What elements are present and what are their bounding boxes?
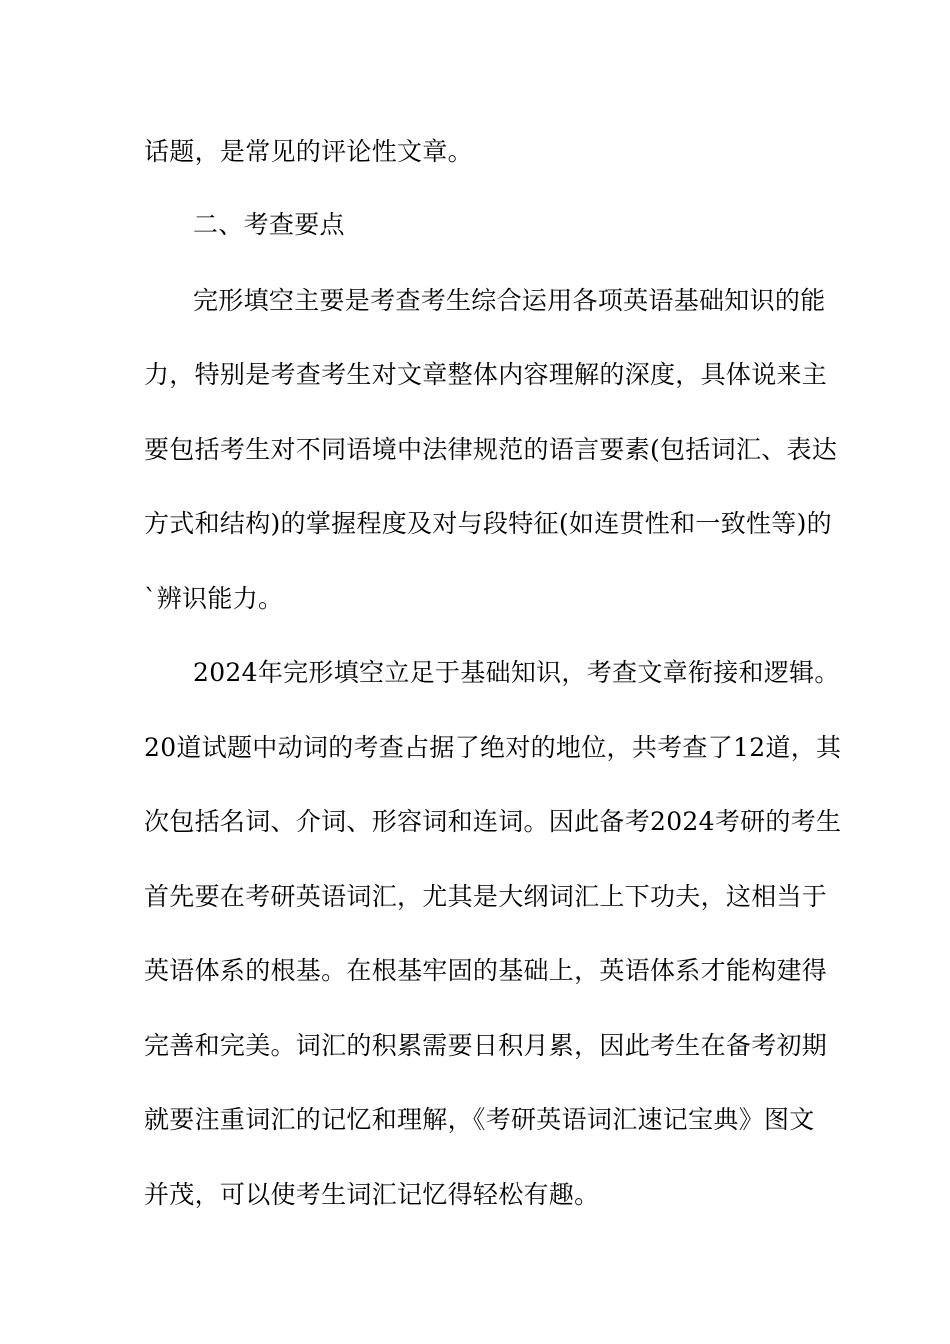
paragraph-line: 英语体系的根基。在根基牢固的基础上，英语体系才能构建得 — [144, 956, 828, 985]
paragraph-line: 要包括考生对不同语境中法律规范的语言要素(包括词汇、表达 — [144, 435, 838, 464]
paragraph-line: 20道试题中动词的考查占据了绝对的地位，共考查了12道，其 — [144, 733, 842, 762]
paragraph-line: 首先要在考研英语词汇，尤其是大纲词汇上下功夫，这相当于 — [144, 882, 828, 911]
paragraph-line: 完善和完美。词汇的积累需要日积月累，因此考生在备考初期 — [144, 1031, 828, 1060]
paragraph-line: 方式和结构)的掌握程度及对与段特征(如连贯性和一致性等)的 — [144, 509, 832, 538]
paragraph-line: 就要注重词汇的记忆和理解，《考研英语词汇速记宝典》图文 — [144, 1105, 815, 1134]
paragraph-line: 完形填空主要是考查考生综合运用各项英语基础知识的能 — [193, 286, 826, 315]
paragraph-line: 并茂，可以使考生词汇记忆得轻松有趣。 — [144, 1180, 600, 1209]
section-heading: 二、考查要点 — [193, 210, 345, 239]
paragraph-line: `辨识能力。 — [144, 584, 284, 613]
paragraph-line: 力，特别是考查考生对文章整体内容理解的深度，具体说来主 — [144, 360, 828, 389]
paragraph-line: 2024年完形填空立足于基础知识，考查文章衔接和逻辑。 — [193, 658, 840, 687]
paragraph-line: 次包括名词、介词、形容词和连词。因此备考2024考研的考生 — [144, 807, 842, 836]
paragraph-line: 话题，是常见的评论性文章。 — [144, 137, 473, 166]
